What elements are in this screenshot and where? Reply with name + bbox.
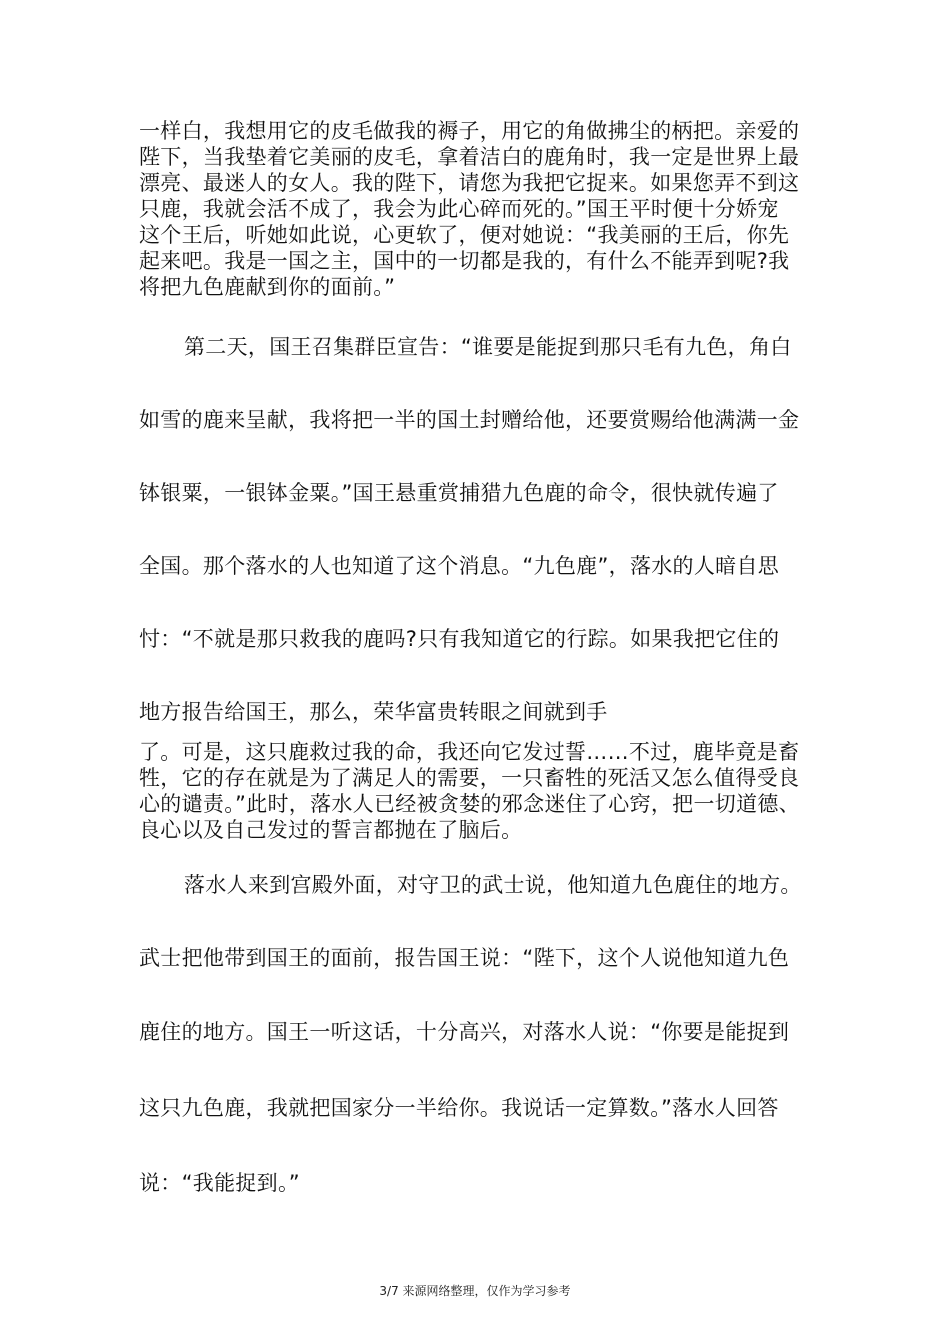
text-line: 地方报告给国王，那么，荣华富贵转眼之间就到手 [139,700,608,724]
text-line: 心的谴责。”此时，落水人已经被贪婪的邪念迷住了心窍，把一切道德、 [139,792,800,816]
text-line: 忖：“不就是那只救我的鹿吗?只有我知道它的行踪。如果我把它住的 [139,627,780,651]
text-line: 漂亮、最迷人的女人。我的陛下，请您为我把它捉来。如果您弄不到这 [139,171,800,195]
text-line: 这只九色鹿，我就把国家分一半给你。我说话一定算数。”落水人回答 [139,1096,779,1120]
text-line: 一样白，我想用它的皮毛做我的褥子，用它的角做拂尘的柄把。亲爱的 [139,119,800,143]
text-line: 第二天，国王召集群臣宣告：“谁要是能捉到那只毛有九色，角白 [184,335,792,359]
text-line: 将把九色鹿献到你的面前。” [139,275,396,299]
text-line: 起来吧。我是一国之主，国中的一切都是我的，有什么不能弄到呢?我 [139,249,790,273]
text-line: 了。可是，这只鹿救过我的命，我还向它发过誓……不过，鹿毕竟是畜 [139,740,800,764]
page-footer: 3/7 来源网络整理，仅作为学习参考 [379,1284,571,1298]
text-line: 只鹿，我就会活不成了，我会为此心碎而死的。”国王平时便十分娇宠 [139,197,779,221]
text-line: 牲，它的存在就是为了满足人的需要，一只畜牲的死活又怎么值得受良 [139,766,800,790]
text-line: 落水人来到宫殿外面，对守卫的武士说，他知道九色鹿住的地方。 [184,873,802,897]
text-line: 良心以及自己发过的誓言都抛在了脑后。 [139,818,523,842]
text-line: 陛下，当我垫着它美丽的皮毛，拿着洁白的鹿角时，我一定是世界上最 [139,145,800,169]
text-line: 钵银粟，一银钵金粟。”国王悬重赏捕猎九色鹿的命令，很快就传遍了 [139,481,779,505]
text-line: 武士把他带到国王的面前，报告国王说：“陛下，这个人说他知道九色 [139,946,790,970]
text-line: 说：“我能捉到。” [139,1171,300,1195]
text-line: 这个王后，听她如此说，心更软了，便对她说：“我美丽的王后，你先 [139,223,790,247]
text-line: 如雪的鹿来呈献，我将把一半的国土封赠给他，还要赏赐给他满满一金 [139,408,800,432]
text-line: 鹿住的地方。国王一听这话，十分高兴，对落水人说：“你要是能捉到 [139,1020,790,1044]
text-line: 全国。那个落水的人也知道了这个消息。“九色鹿”，落水的人暗自思 [139,554,780,578]
